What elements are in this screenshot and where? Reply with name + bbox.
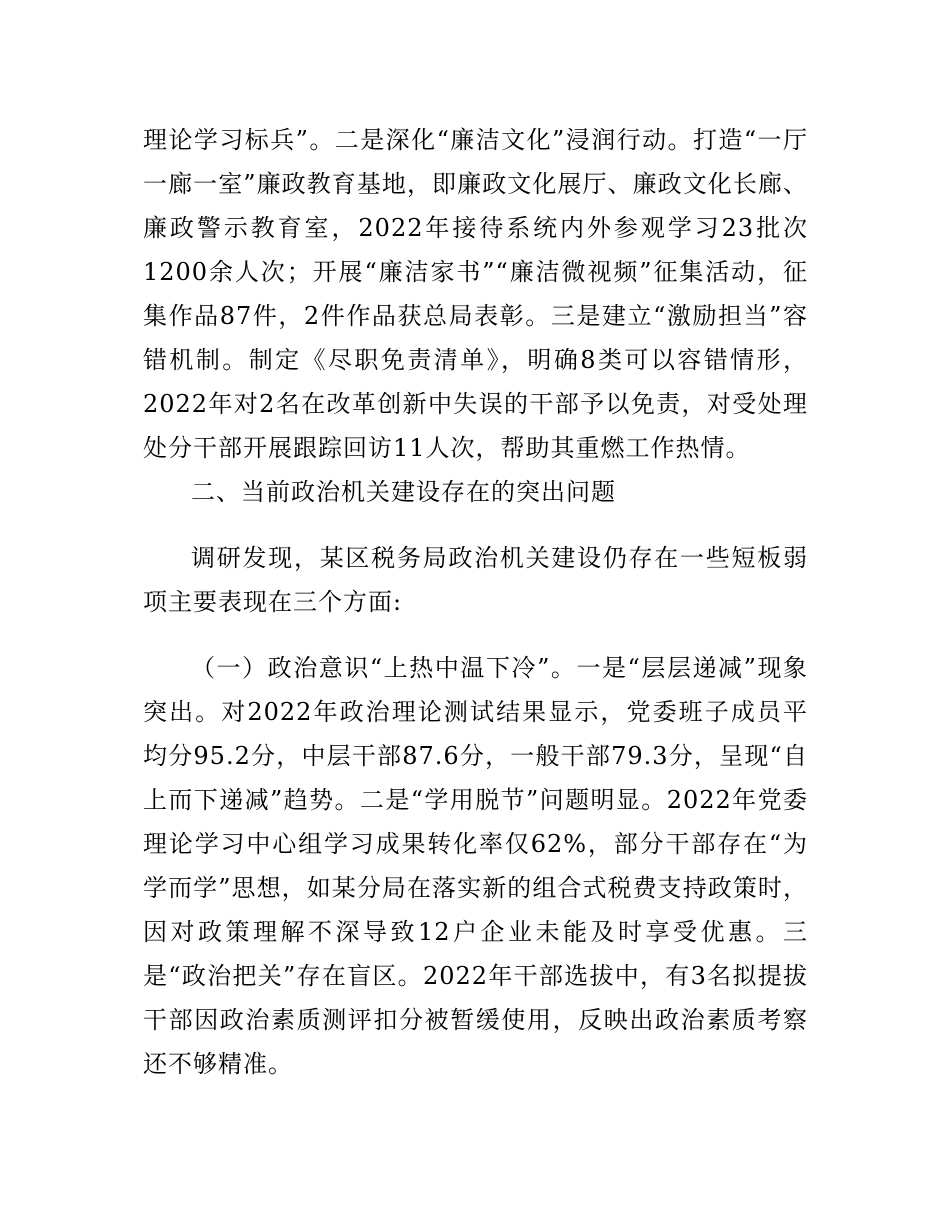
body-paragraph-continuation: 理论学习标兵”。二是深化“廉洁文化”浸润行动。打造“一厅一廊一室”廉政教育基地，即廉政文化展厅、廉政文化长廊、廉政警示教育室，2022年接待系统内外参观学习23批次1200余人次；开展“廉洁家书”“廉洁微视频”征集活动，征集作品87件，2件作品获总局表彰。三是建立“激励担当”容错机制。制定《尽职免责清单》，明确8类可以容错情形，2022年对2名在改革创新中失误的干部予以免责，对受处理处分干部开展跟踪回访11人次，帮助其重燃工作热情。 [143,126,808,462]
document-page [143,118,808,1086]
body-paragraph-intro: 调研发现，某区税务局政治机关建设仍存在一些短板弱项主要表现在三个方面: [143,544,808,616]
body-paragraph-subsection-1: （一）政治意识“上热中温下冷”。一是“层层递减”现象突出。对2022年政治理论测试结果显示，党委班子成员平均分95.2分，中层干部87.6分，一般干部79.3分，呈现“自上而下递减”趋势。二是“学用脱节”问题明显。2022年党委理论学习中心组学习成果转化率仅62%，部分干部存在“为学而学”思想，如某分局在落实新的组合式税费支持政策时，因对政策理解不深导致12户企业未能及时享受优惠。三是“政治把关”存在盲区。2022年干部选拔中，有3名拟提拔干部因政治素质测评扣分被暂缓使用，反映出政治素质考察还不够精准。 [143,654,808,1078]
section-heading-2: 二、当前政治机关建设存在的突出问题 [191,478,616,506]
